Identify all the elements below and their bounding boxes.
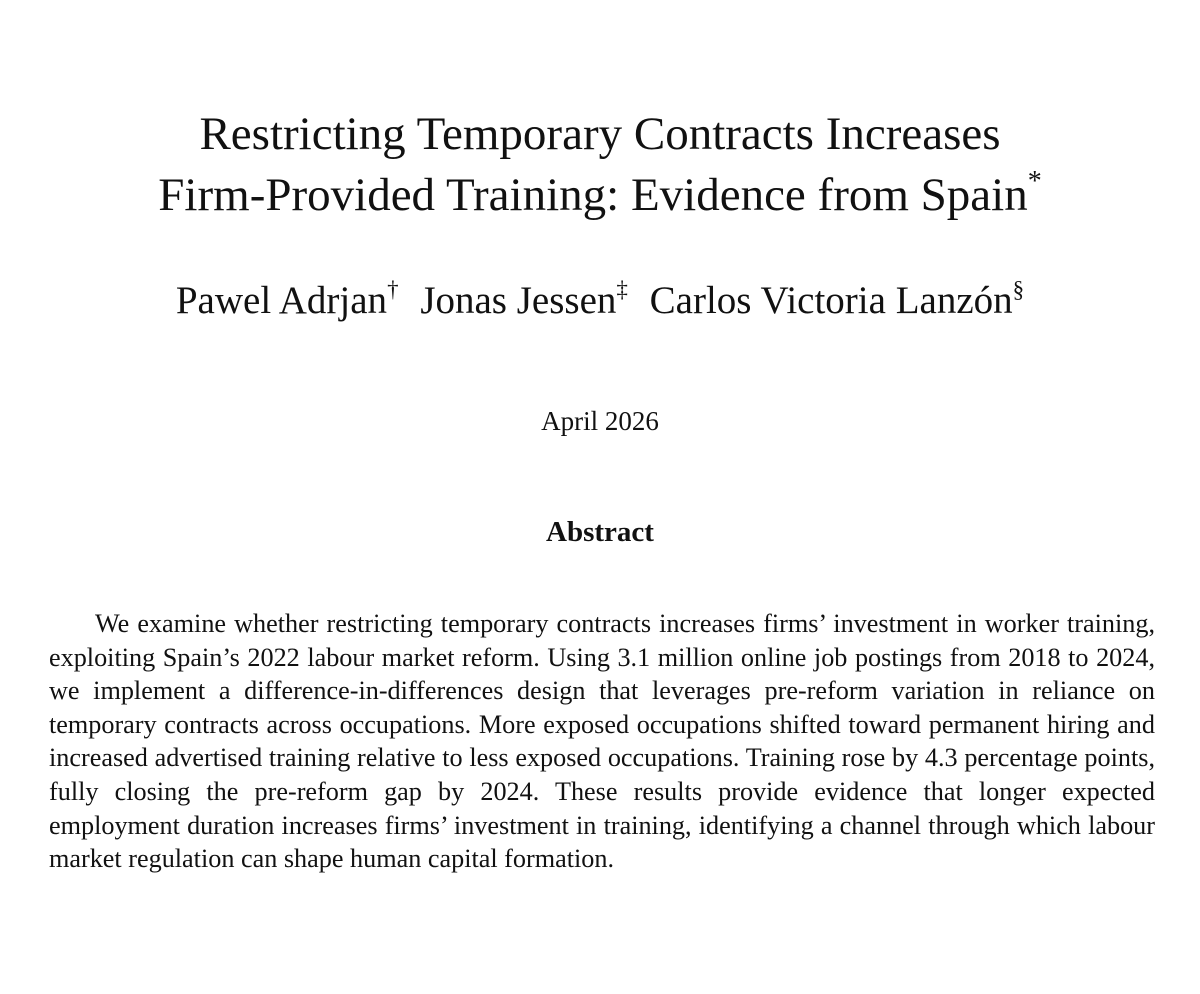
author-footnote-mark: †: [387, 277, 399, 302]
title-line-1: Restricting Temporary Contracts Increases: [199, 108, 1001, 160]
publication-date: April 2026: [541, 406, 659, 436]
author-name: Pawel Adrjan: [175, 279, 388, 322]
paper-title: [0, 104, 1200, 226]
author: [650, 276, 1025, 326]
author-list: [0, 276, 1200, 326]
title-footnote-mark: *: [1027, 166, 1042, 197]
author-name: Jonas Jessen: [420, 279, 617, 322]
title-line-2-text: Firm-Provided Training: Evidence from Spain: [158, 169, 1028, 221]
author: [176, 276, 399, 326]
author-name: Carlos Victoria Lanzón: [649, 279, 1013, 322]
title-line-2: [0, 165, 1200, 226]
author-footnote-mark: §: [1012, 277, 1025, 302]
author: [420, 276, 628, 326]
abstract-heading: Abstract: [546, 516, 654, 548]
author-footnote-mark: ‡: [616, 277, 628, 302]
abstract-text: We examine whether restricting temporary contracts increases firms’ investment in worker training, exploiting Spain’s 2022 labour market reform. Using 3.1 million online job postings from 2018 to 2024, we implement a difference-in-differences design that leverages pre-reform variation in reliance on temporary contracts across occupations. More exposed occupations shifted toward permanent hiring and increased advertised training relative to less exposed occupations. Training rose by 4.3 percentage points, fully closing the pre-reform gap by 2024. These results provide evidence that longer expected employment duration increases firms’ investment in training, identifying a channel through which labour market regulation can shape human capital formation.: [49, 609, 1155, 874]
